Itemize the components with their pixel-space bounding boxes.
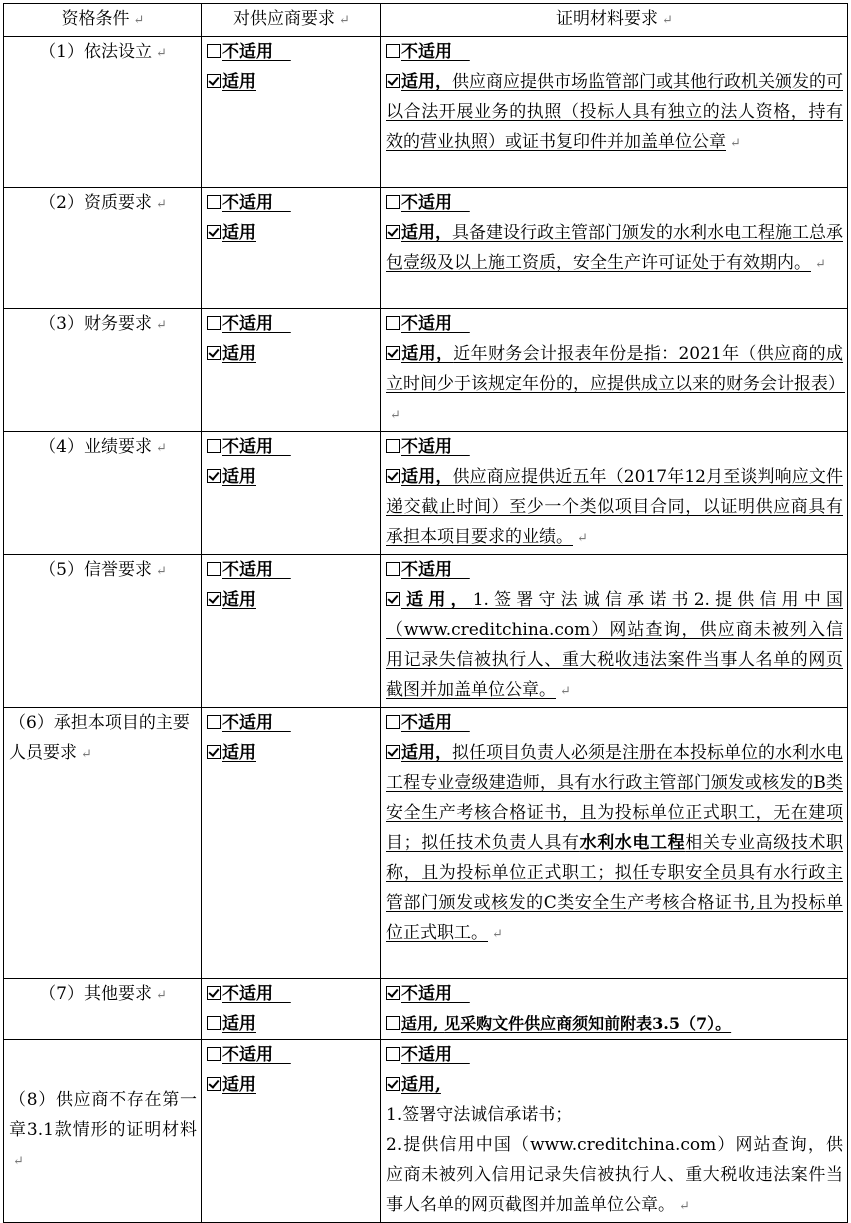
checkbox-icon[interactable] <box>207 195 221 209</box>
condition-cell: （1）依法设立 ↵ <box>4 37 202 188</box>
supplier-cell <box>202 708 381 979</box>
paragraph-mark-icon: ↵ <box>577 531 588 546</box>
option-not-applicable[interactable]: 不适用 <box>207 432 376 462</box>
evidence-item: 2.提供信用中国（www.creditchina.com）网站查询，供应商未被列入信用记录失信被执行人、重大税收违法案件当事人名单的网页截图并加盖单位公章。 <box>386 1135 843 1215</box>
paragraph-mark-icon: ↵ <box>492 927 503 942</box>
paragraph-mark-icon: ↵ <box>155 197 167 212</box>
checkbox-icon[interactable] <box>207 1016 221 1030</box>
option-applicable[interactable]: 适用 <box>207 1070 376 1100</box>
option-not-applicable[interactable]: 不适用 <box>207 309 376 339</box>
checkbox-icon[interactable] <box>386 195 400 209</box>
evidence-text: 具备建设行政主管部门颁发的水利水电工程施工总承包壹级及以上施工资质，安全生产许可证处于有效期内。 <box>386 223 843 273</box>
checkbox-icon[interactable] <box>207 316 221 330</box>
paragraph-mark-icon: ↵ <box>679 1199 690 1214</box>
evidence-cell: 不适用 适用，供应商应提供市场监管部门或其他行政机关颁发的可以合法开展业务的执照（投标人具有独立的法人资格，持有效的营业执照）或证书复印件并加盖单位公章 ↵ <box>381 37 848 188</box>
paragraph-mark-icon: ↵ <box>390 408 401 423</box>
checked-checkbox-icon[interactable] <box>207 346 221 360</box>
option-applicable[interactable]: 适用 <box>207 462 376 492</box>
checkbox-icon[interactable] <box>386 44 400 58</box>
condition-cell: （5）信誉要求 ↵ <box>4 555 202 708</box>
option-not-applicable[interactable]: 不适用 <box>386 37 843 67</box>
header-condition: 资格条件 ↵ <box>4 4 202 37</box>
option-applicable[interactable]: 适用 <box>207 67 376 97</box>
option-not-applicable[interactable]: 不适用 <box>386 979 843 1009</box>
table-row <box>4 432 848 555</box>
paragraph-mark-icon: ↵ <box>560 684 571 699</box>
table-row <box>4 979 848 1040</box>
checked-checkbox-icon[interactable] <box>207 986 221 1000</box>
checkbox-icon[interactable] <box>386 562 400 576</box>
evidence-cell: 不适用 适用，1.签署守法诚信承诺书2.提供信用中国（www.creditchina.com）网站查询，供应商未被列入信用记录失信被执行人、重大税收违法案件当事人名单的网页截图并加盖单位公章。 ↵ <box>381 555 848 708</box>
option-applicable[interactable]: 适用 <box>207 339 376 369</box>
paragraph-mark-icon: ↵ <box>155 988 167 1003</box>
checked-checkbox-icon[interactable] <box>207 225 221 239</box>
option-applicable[interactable]: 适用, <box>386 1070 843 1100</box>
evidence-cell: 不适用 适用，拟任项目负责人必须是注册在本投标单位的水利水电工程专业壹级建造师，具有水行政主管部门颁发或核发的B类安全生产考核合格证书，且为投标单位正式职工，无在建项目；拟任技术负责人具有水利水电工程相关专业高级技术职称，且为投标单位正式职工；拟任专职安全员具有水行政主管部门颁发或核发的C类安全生产考核合格证书,且为投标单位正式职工。 ↵ <box>381 708 848 979</box>
option-not-applicable[interactable]: 不适用 <box>386 188 843 218</box>
checkbox-icon[interactable] <box>386 439 400 453</box>
paragraph-mark-icon: ↵ <box>662 13 673 28</box>
checkbox-icon[interactable] <box>207 439 221 453</box>
option-not-applicable[interactable]: 不适用 <box>386 708 843 738</box>
evidence-text: 近年财务会计报表年份是指：2021年（供应商的成立时间少于该规定年份的，应提供成立以来的财务会计报表） <box>386 344 845 394</box>
checked-checkbox-icon[interactable] <box>207 745 221 759</box>
paragraph-mark-icon: ↵ <box>81 747 92 762</box>
condition-cell: （4）业绩要求 ↵ <box>4 432 202 555</box>
condition-cell: （7）其他要求 ↵ <box>4 979 202 1040</box>
checked-checkbox-icon[interactable] <box>207 74 221 88</box>
supplier-cell <box>202 37 381 188</box>
option-not-applicable[interactable]: 不适用 <box>386 555 843 585</box>
evidence-text: 供应商应提供近五年（2017年12月至谈判响应文件递交截止时间）至少一个类似项目合同，以证明供应商具有承担本项目要求的业绩。 <box>386 467 843 547</box>
option-applicable[interactable]: 适用 <box>207 585 376 615</box>
checkbox-icon[interactable] <box>207 562 221 576</box>
evidence-text: 1.签署守法诚信承诺书2.提供信用中国（www.creditchina.com）网站查询，供应商未被列入信用记录失信被执行人、重大税收违法案件当事人名单的网页截图并加盖单位公章。 <box>386 590 843 700</box>
paragraph-mark-icon: ↵ <box>133 13 145 28</box>
checkbox-icon[interactable] <box>386 1047 400 1061</box>
option-applicable[interactable]: 适用 <box>207 738 376 768</box>
option-not-applicable[interactable]: 不适用 <box>207 555 376 585</box>
checked-checkbox-icon[interactable] <box>386 1077 400 1091</box>
checked-checkbox-icon[interactable] <box>386 346 400 360</box>
checked-checkbox-icon[interactable] <box>207 592 221 606</box>
condition-cell: （2）资质要求 ↵ <box>4 188 202 309</box>
evidence-cell: 不适用 适用，近年财务会计报表年份是指：2021年（供应商的成立时间少于该规定年份的，应提供成立以来的财务会计报表）↵ <box>381 309 848 432</box>
paragraph-mark-icon: ↵ <box>815 257 826 272</box>
option-not-applicable[interactable]: 不适用 <box>386 1040 843 1070</box>
supplier-cell <box>202 555 381 708</box>
checked-checkbox-icon[interactable] <box>386 592 400 606</box>
paragraph-mark-icon: ↵ <box>730 136 741 151</box>
table-row <box>4 708 848 979</box>
evidence-text: 供应商应提供市场监管部门或其他行政机关颁发的可以合法开展业务的执照（投标人具有独立的法人资格，持有效的营业执照）或证书复印件并加盖单位公章 <box>386 72 843 152</box>
supplier-cell <box>202 309 381 432</box>
option-not-applicable[interactable]: 不适用 <box>207 1040 376 1070</box>
evidence-text: 见采购文件供应商须知前附表3.5（7）。 <box>444 1014 732 1033</box>
checked-checkbox-icon[interactable] <box>386 986 400 1000</box>
evidence-cell: 不适用 适用，具备建设行政主管部门颁发的水利水电工程施工总承包壹级及以上施工资质，安全生产许可证处于有效期内。 ↵ <box>381 188 848 309</box>
option-not-applicable[interactable]: 不适用 <box>386 309 843 339</box>
checked-checkbox-icon[interactable] <box>386 745 400 759</box>
table-row <box>4 188 848 309</box>
checked-checkbox-icon[interactable] <box>386 469 400 483</box>
qualification-table <box>3 3 848 1223</box>
evidence-text: 相关专业高级技术职称，且为投标单位正式职工；拟任专职安全员具有水行政主管部门颁发或核发的C类安全生产考核合格证书,且为投标单位正式职工。 <box>386 833 844 943</box>
supplier-cell <box>202 979 381 1040</box>
paragraph-mark-icon: ↵ <box>13 1154 24 1169</box>
paragraph-mark-icon: ↵ <box>155 564 167 579</box>
table-header-row <box>4 4 848 37</box>
table-row <box>4 1040 848 1223</box>
checked-checkbox-icon[interactable] <box>207 469 221 483</box>
checkbox-icon[interactable] <box>207 715 221 729</box>
table-row <box>4 37 848 188</box>
paragraph-mark-icon: ↵ <box>155 46 167 61</box>
evidence-text-bold: 水利水电工程 <box>579 833 686 853</box>
evidence-cell <box>381 1040 848 1223</box>
paragraph-mark-icon: ↵ <box>339 13 350 28</box>
supplier-cell <box>202 188 381 309</box>
option-not-applicable[interactable]: 不适用 <box>207 37 376 67</box>
checked-checkbox-icon[interactable] <box>386 225 400 239</box>
header-supplier-requirement: 对供应商要求 ↵ <box>202 4 381 37</box>
option-applicable[interactable]: 适用 <box>207 1009 376 1039</box>
option-not-applicable[interactable]: 不适用 <box>386 432 843 462</box>
checked-checkbox-icon[interactable] <box>386 74 400 88</box>
option-not-applicable[interactable]: 不适用 <box>207 708 376 738</box>
condition-cell: （8）供应商不存在第一章3.1款情形的证明材料↵ <box>4 1040 202 1223</box>
evidence-cell: 不适用 适用, 见采购文件供应商须知前附表3.5（7）。 <box>381 979 848 1040</box>
evidence-text: 拟任项目负责人必须是注册在本投标单位的水利水电工程专业壹级建造师，具有水行政主管部门颁发或核发的B类安全生产考核合格证书，且为投标单位正式职工，无在建项目；拟任技术负责人具有 <box>386 743 843 853</box>
checkbox-icon[interactable] <box>386 316 400 330</box>
checkbox-icon[interactable] <box>386 1016 400 1030</box>
paragraph-mark-icon: ↵ <box>155 441 167 456</box>
checked-checkbox-icon[interactable] <box>207 1077 221 1091</box>
table-row <box>4 555 848 708</box>
table-row <box>4 309 848 432</box>
option-not-applicable[interactable]: 不适用 <box>207 979 376 1009</box>
condition-cell: （6）承担本项目的主要人员要求 ↵ <box>4 708 202 979</box>
paragraph-mark-icon: ↵ <box>155 318 167 333</box>
option-applicable[interactable]: 适用 <box>207 218 376 248</box>
option-not-applicable[interactable]: 不适用 <box>207 188 376 218</box>
supplier-cell <box>202 432 381 555</box>
header-evidence-requirement: 证明材料要求 ↵ <box>381 4 848 37</box>
condition-cell: （3）财务要求 ↵ <box>4 309 202 432</box>
checkbox-icon[interactable] <box>207 1047 221 1061</box>
supplier-cell <box>202 1040 381 1223</box>
checkbox-icon[interactable] <box>207 44 221 58</box>
checkbox-icon[interactable] <box>386 715 400 729</box>
evidence-item: 1.签署守法诚信承诺书； <box>386 1105 573 1125</box>
evidence-cell: 不适用 适用，供应商应提供近五年（2017年12月至谈判响应文件递交截止时间）至少一个类似项目合同，以证明供应商具有承担本项目要求的业绩。 ↵ <box>381 432 848 555</box>
